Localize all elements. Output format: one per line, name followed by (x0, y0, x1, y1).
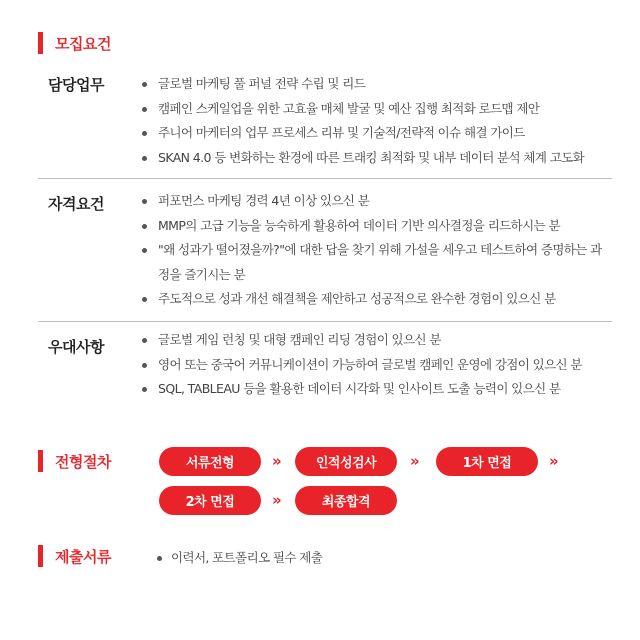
bullet-icon (142, 156, 147, 161)
requirements-block (38, 189, 612, 314)
bullet-icon (142, 107, 147, 112)
bullet-icon (142, 338, 147, 343)
list-item: SQL, TABLEAU 등을 활용한 데이터 시각화 및 인사이트 도출 능력이 있으신 분 (142, 377, 612, 402)
process-step: 서류전형 (159, 447, 261, 476)
duties-list (142, 72, 612, 170)
bullet-icon (142, 387, 147, 392)
list-item: 퍼포먼스 마케팅 경력 4년 이상 있으신 분 (142, 189, 612, 214)
bullet-icon (142, 297, 147, 302)
list-item: MMP의 고급 기능을 능숙하게 활용하여 데이터 기반 의사결정을 리드하시는 분 (142, 214, 612, 239)
list-item: 영어 또는 중국어 커뮤니케이션이 가능하여 글로벌 캠페인 운영에 강점이 있으신 분 (142, 353, 612, 378)
process-step: 최종합격 (295, 486, 397, 515)
process-step: 1차 면접 (436, 447, 538, 476)
preferred-block (38, 328, 612, 408)
section-heading-recruit (38, 32, 111, 54)
bullet-icon (142, 199, 147, 204)
preferred-list (142, 328, 612, 402)
section-title: 모집요건 (55, 34, 111, 53)
section-title: 제출서류 (55, 547, 111, 566)
bullet-icon (142, 363, 147, 368)
double-chevron-right-icon: » (272, 452, 282, 470)
section-heading-documents (38, 545, 111, 567)
section-title: 전형절차 (55, 452, 111, 471)
double-chevron-right-icon: » (272, 491, 282, 509)
duties-label: 담당업무 (48, 76, 104, 94)
process-step: 인적성검사 (295, 447, 397, 476)
bullet-icon (142, 224, 147, 229)
list-item: 캠페인 스케일업을 위한 고효율 매체 발굴 및 예산 집행 최적화 로드맵 제안 (142, 97, 612, 122)
duties-block (38, 72, 612, 172)
list-item: SKAN 4.0 등 변화하는 환경에 따른 트래킹 최적화 및 내부 데이터 분석 체계 고도화 (142, 146, 612, 171)
requirements-list (142, 189, 612, 312)
list-item: 주니어 마케터의 업무 프로세스 리뷰 및 기술적/전략적 이슈 해결 가이드 (142, 121, 612, 146)
accent-bar (38, 450, 43, 472)
accent-bar (38, 32, 43, 54)
bullet-icon (142, 131, 147, 136)
bullet-icon (142, 82, 147, 87)
section-heading-process (38, 450, 111, 472)
requirements-label: 자격요건 (48, 195, 104, 213)
bullet-icon (142, 248, 147, 253)
list-item: 글로벌 게임 런칭 및 대형 캠페인 리딩 경험이 있으신 분 (142, 328, 612, 353)
preferred-label: 우대사항 (48, 338, 104, 356)
accent-bar (38, 545, 43, 567)
list-item: 주도적으로 성과 개선 해결책을 제안하고 성공적으로 완수한 경험이 있으신 분 (142, 287, 612, 312)
double-chevron-right-icon: » (549, 452, 559, 470)
divider (38, 321, 612, 322)
list-item: 글로벌 마케팅 풀 퍼널 전략 수립 및 리드 (142, 72, 612, 97)
list-item: "왜 성과가 떨어졌을까?"에 대한 답을 찾기 위해 가설을 세우고 테스트하여 증명하는 과정을 즐기시는 분 (142, 238, 612, 287)
divider (38, 178, 612, 179)
bullet-icon (157, 556, 162, 561)
process-step: 2차 면접 (159, 486, 261, 515)
double-chevron-right-icon: » (410, 452, 420, 470)
list-item: 이력서, 포트폴리오 필수 제출 (157, 548, 322, 568)
